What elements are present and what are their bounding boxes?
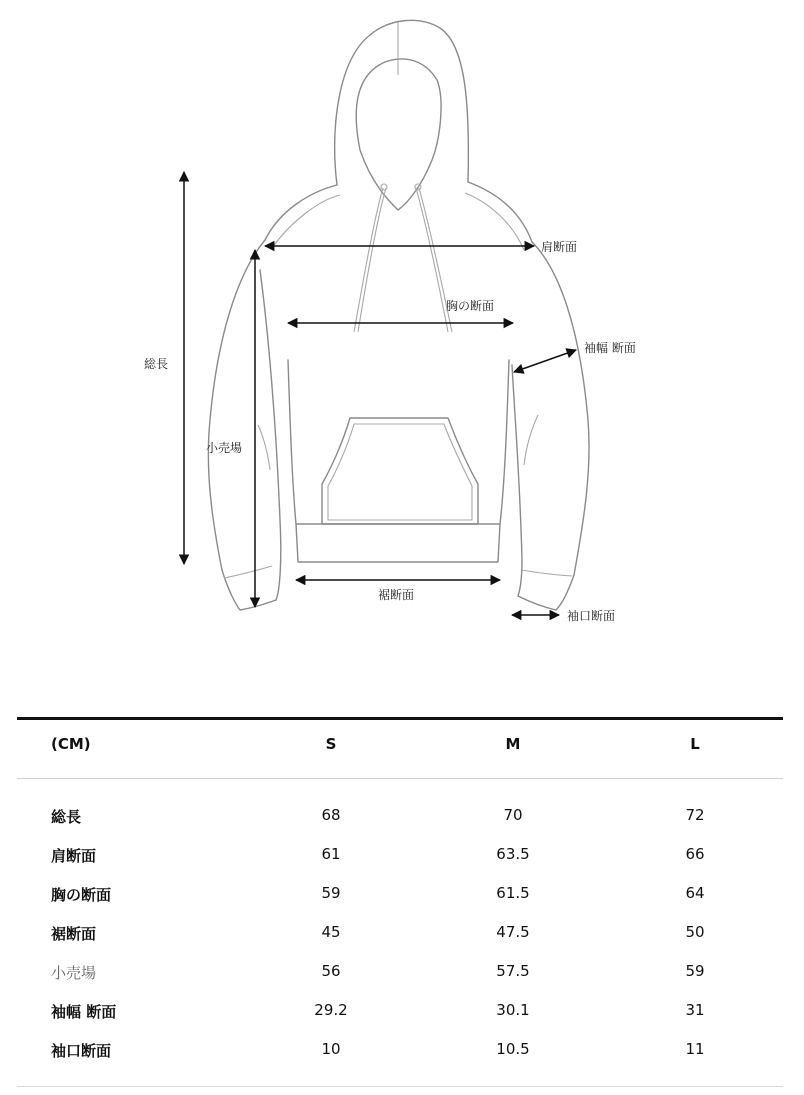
label-hem: 裾断面 bbox=[378, 588, 415, 602]
value-m: 10.5 bbox=[496, 1040, 530, 1058]
value-l: 72 bbox=[685, 806, 705, 824]
row-label: 小売場 bbox=[51, 964, 97, 982]
table-row-chest bbox=[17, 884, 783, 908]
hoodie-illustration bbox=[208, 20, 589, 610]
table-row-total-length bbox=[17, 806, 783, 830]
row-label: 裾断面 bbox=[51, 925, 97, 943]
table-row-shoulder bbox=[17, 845, 783, 869]
size-header-m: M bbox=[505, 735, 521, 753]
table-row-cuff bbox=[17, 1040, 783, 1064]
value-m: 47.5 bbox=[496, 923, 530, 941]
sleeve-width-arrow bbox=[514, 350, 576, 372]
label-sleeve-width: 袖幅 断面 bbox=[584, 341, 636, 355]
value-m: 63.5 bbox=[496, 845, 530, 863]
table-row-sleeve-width bbox=[17, 1001, 783, 1025]
value-s: 61 bbox=[321, 845, 341, 863]
table-bottom-rule bbox=[17, 1086, 783, 1087]
label-total-length: 総長 bbox=[144, 357, 169, 371]
row-label: 総長 bbox=[51, 808, 82, 826]
label-shoulder: 肩断面 bbox=[541, 240, 578, 254]
value-s: 59 bbox=[321, 884, 341, 902]
value-s: 10 bbox=[321, 1040, 341, 1058]
value-l: 11 bbox=[685, 1040, 705, 1058]
row-label: 胸の断面 bbox=[51, 886, 112, 904]
size-header-s: S bbox=[325, 735, 337, 753]
label-sleeve-length: 小売場 bbox=[206, 441, 243, 455]
value-s: 68 bbox=[321, 806, 341, 824]
measurement-arrows bbox=[184, 172, 576, 615]
row-label: 袖幅 断面 bbox=[51, 1003, 117, 1021]
table-top-rule bbox=[17, 717, 783, 720]
value-s: 56 bbox=[321, 962, 341, 980]
label-cuff: 袖口断面 bbox=[567, 609, 616, 623]
value-s: 45 bbox=[321, 923, 341, 941]
measurement-labels bbox=[144, 239, 636, 623]
unit-header: (CM) bbox=[51, 735, 91, 753]
size-header-l: L bbox=[690, 735, 700, 753]
value-m: 30.1 bbox=[496, 1001, 530, 1019]
label-chest: 胸の断面 bbox=[446, 299, 495, 313]
value-l: 59 bbox=[685, 962, 705, 980]
row-label: 肩断面 bbox=[51, 847, 97, 865]
value-m: 61.5 bbox=[496, 884, 530, 902]
table-row-sleeve-length bbox=[17, 962, 783, 986]
table-row-hem bbox=[17, 923, 783, 947]
value-l: 31 bbox=[685, 1001, 705, 1019]
value-l: 66 bbox=[685, 845, 705, 863]
value-m: 57.5 bbox=[496, 962, 530, 980]
table-header-rule bbox=[17, 778, 783, 779]
table-header-row bbox=[17, 735, 783, 763]
row-label: 袖口断面 bbox=[51, 1042, 112, 1060]
value-l: 50 bbox=[685, 923, 705, 941]
value-m: 70 bbox=[503, 806, 523, 824]
value-l: 64 bbox=[685, 884, 705, 902]
value-s: 29.2 bbox=[314, 1001, 348, 1019]
